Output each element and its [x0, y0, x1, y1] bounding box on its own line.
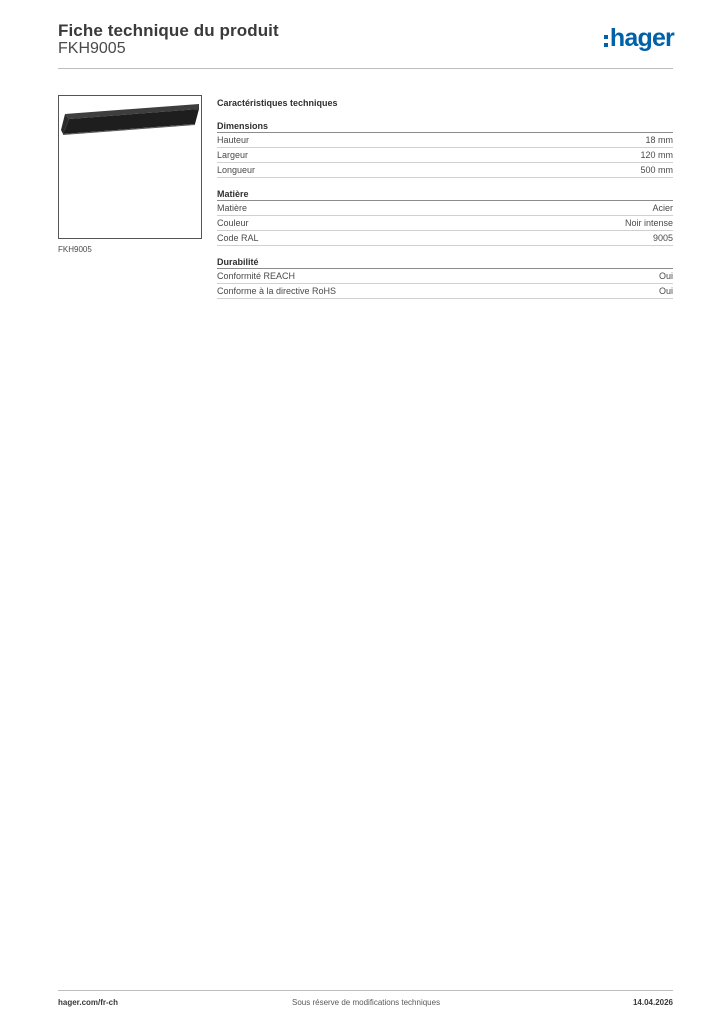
spec-label: Largeur [217, 150, 249, 160]
footer-date: 14.04.2026 [632, 998, 673, 1007]
spec-value: 120 mm [640, 150, 673, 160]
spec-label: Couleur [217, 218, 249, 228]
spec-row [217, 284, 673, 299]
spec-row [217, 269, 673, 284]
spec-row [217, 231, 673, 246]
product-image [58, 95, 202, 239]
spec-value: Noir intense [624, 218, 673, 228]
hager-logo [604, 26, 674, 51]
product-rail-illustration [59, 96, 201, 238]
spec-value: 500 mm [640, 165, 673, 175]
spec-value: Oui [658, 286, 673, 296]
specs-title: Caractéristiques techniques [217, 98, 338, 108]
spec-value: Acier [652, 203, 673, 213]
group-title: Matière [217, 188, 673, 201]
group-title: Durabilité [217, 256, 673, 269]
group-title: Dimensions [217, 120, 673, 133]
spec-label: Matière [217, 203, 248, 213]
product-reference: FKH9005 [58, 40, 126, 57]
header-divider [58, 68, 673, 69]
spec-label: Longueur [217, 165, 256, 175]
footer-disclaimer: Sous réserve de modifications techniques [292, 998, 441, 1007]
spec-row [217, 216, 673, 231]
spec-row [217, 201, 673, 216]
spec-label: Conformité REACH [217, 271, 296, 281]
spec-group-durability [217, 256, 673, 299]
spec-label: Conforme à la directive RoHS [217, 286, 337, 296]
footer-website: hager.com/fr-ch [58, 998, 119, 1007]
spec-label: Code RAL [217, 233, 259, 243]
image-caption: FKH9005 [58, 245, 92, 254]
spec-value: 9005 [652, 233, 673, 243]
page-title: Fiche technique du produit [58, 21, 279, 40]
technical-specifications [217, 96, 673, 309]
logo-colon-mark [604, 35, 608, 47]
spec-value: Oui [658, 271, 673, 281]
spec-row [217, 148, 673, 163]
logo-text: hager [609, 24, 674, 52]
spec-row [217, 133, 673, 148]
footer-divider [58, 990, 673, 991]
spec-group-material [217, 188, 673, 246]
spec-group-dimensions [217, 120, 673, 178]
spec-label: Hauteur [217, 135, 250, 145]
spec-row [217, 163, 673, 178]
spec-value: 18 mm [645, 135, 673, 145]
